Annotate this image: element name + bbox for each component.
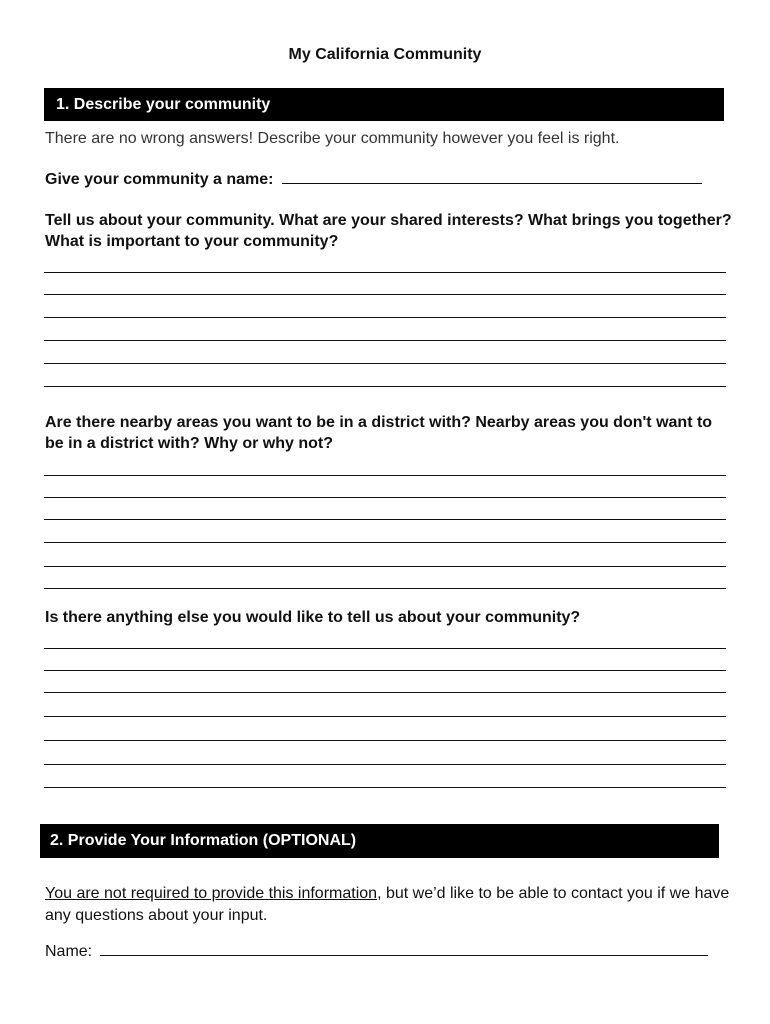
answer-line[interactable] (44, 787, 726, 788)
optional-info-note-underlined: You are not required to provide this information (45, 885, 378, 902)
optional-info-note (45, 883, 735, 927)
community-name-row (45, 169, 735, 190)
name-label: Name: (45, 943, 93, 960)
section-2-header (40, 824, 719, 858)
answer-line[interactable] (44, 740, 726, 741)
answer-line[interactable] (44, 566, 726, 567)
answer-line[interactable] (44, 716, 726, 717)
answer-line[interactable] (44, 588, 726, 589)
answer-line[interactable] (44, 272, 726, 273)
answer-line[interactable] (44, 692, 726, 693)
name-row (45, 943, 735, 961)
section-1-intro: There are no wrong answers! Describe your community however you feel is right. (45, 130, 620, 147)
section-1-header (44, 88, 724, 121)
answer-line[interactable] (44, 497, 726, 498)
answer-line[interactable] (44, 519, 726, 520)
question-community-interests: Tell us about your community. What are your shared interests? What brings you together? What is important to your community? (45, 212, 732, 250)
question-nearby-areas: Are there nearby areas you want to be in a district with? Nearby areas you don't want to be in a district with? Why or why not? (45, 414, 713, 452)
community-name-label: Give your community a name: (45, 171, 274, 188)
section-2-heading: 2. Provide Your Information (OPTIONAL) (50, 832, 357, 849)
name-field[interactable] (100, 955, 708, 956)
answer-line[interactable] (44, 340, 726, 341)
form-title: My California Community (288, 46, 482, 63)
answer-line[interactable] (44, 542, 726, 543)
answer-line[interactable] (44, 363, 726, 364)
answer-line[interactable] (44, 317, 726, 318)
section-1-heading: 1. Describe your community (56, 95, 271, 113)
question-anything-else: Is there anything else you would like to tell us about your community? (45, 609, 581, 626)
answer-line[interactable] (44, 670, 726, 671)
answer-line[interactable] (44, 294, 726, 295)
answer-line[interactable] (44, 764, 726, 765)
optional-info-note-rest: , but we’d like to be able to contact you if we have any questions about your input. (45, 885, 730, 924)
community-name-field[interactable] (282, 183, 702, 184)
answer-line[interactable] (44, 475, 726, 476)
answer-line[interactable] (44, 386, 726, 387)
answer-line[interactable] (44, 648, 726, 649)
